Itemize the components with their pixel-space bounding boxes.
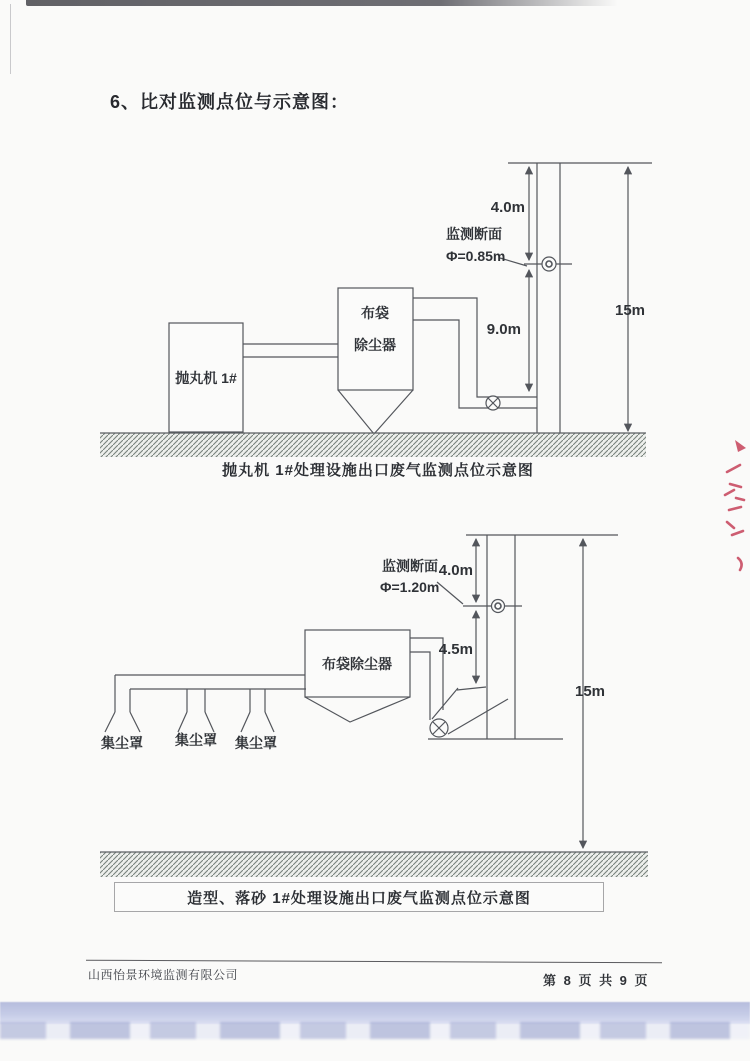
footer-company: 山西怡景环境监测有限公司 (88, 968, 239, 982)
hood-label-1: 集尘罩 (101, 735, 143, 751)
dim-label-mid: 4.5m (438, 641, 473, 658)
section-heading: 6、比对监测点位与示意图： (110, 92, 350, 112)
diagram-molding-sand (88, 520, 668, 880)
scan-bottom-band-texture (0, 1022, 750, 1039)
hood-label-3: 集尘罩 (235, 735, 277, 751)
dust-collector-hopper (338, 390, 413, 434)
red-seal-fragment-icon (694, 432, 750, 577)
fan-icon (430, 719, 448, 737)
scan-left-edge (10, 4, 11, 74)
hood-manifold-duct (115, 675, 306, 689)
footer-rule (86, 960, 662, 964)
dust-hood-2 (178, 689, 214, 732)
dim-label-top: 4.0m (490, 199, 525, 216)
label-pointer-line (437, 582, 463, 604)
inlet-duct (243, 344, 338, 357)
diameter-label: Φ=0.85m (446, 248, 506, 264)
dim-label-total: 15m (615, 302, 646, 319)
dust-hood-1 (105, 675, 140, 732)
duct-top-tick (457, 687, 486, 690)
outlet-duct (413, 298, 537, 408)
dim-label-mid: 9.0m (486, 321, 521, 338)
diameter-label: Φ=1.20m (380, 579, 440, 595)
diagram-shot-blasting (88, 140, 668, 470)
diagram2-caption: 造型、落砂 1#处理设施出口废气监测点位示意图 (187, 889, 531, 907)
monitoring-section-label: 监测断面 (446, 226, 502, 242)
collector-label-line2: 除尘器 (354, 337, 396, 353)
dust-hood-3 (241, 689, 274, 732)
footer-page-number: 第 8 页 共 9 页 (543, 973, 650, 988)
ground-hatch (100, 852, 648, 877)
monitoring-section-label: 监测断面 (382, 558, 438, 574)
hood-label-2: 集尘罩 (175, 732, 217, 748)
diagram1-caption: 抛丸机 1#处理设施出口废气监测点位示意图 (222, 462, 534, 479)
dim-label-total: 15m (575, 683, 606, 700)
collector-label-line1: 布袋 (361, 305, 389, 321)
dust-collector-hopper (305, 697, 410, 722)
fan-icon (486, 396, 500, 410)
scan-bottom-band (0, 1002, 750, 1024)
scan-top-edge (26, 0, 618, 6)
machine-label: 抛丸机 1# (175, 370, 237, 386)
diagram2-caption-box (114, 882, 604, 912)
ground-hatch (100, 433, 646, 457)
collector-label: 布袋除尘器 (322, 656, 392, 672)
dim-label-top: 4.0m (438, 562, 473, 579)
sampling-port-icon (542, 257, 556, 271)
sampling-port-icon (492, 600, 505, 613)
